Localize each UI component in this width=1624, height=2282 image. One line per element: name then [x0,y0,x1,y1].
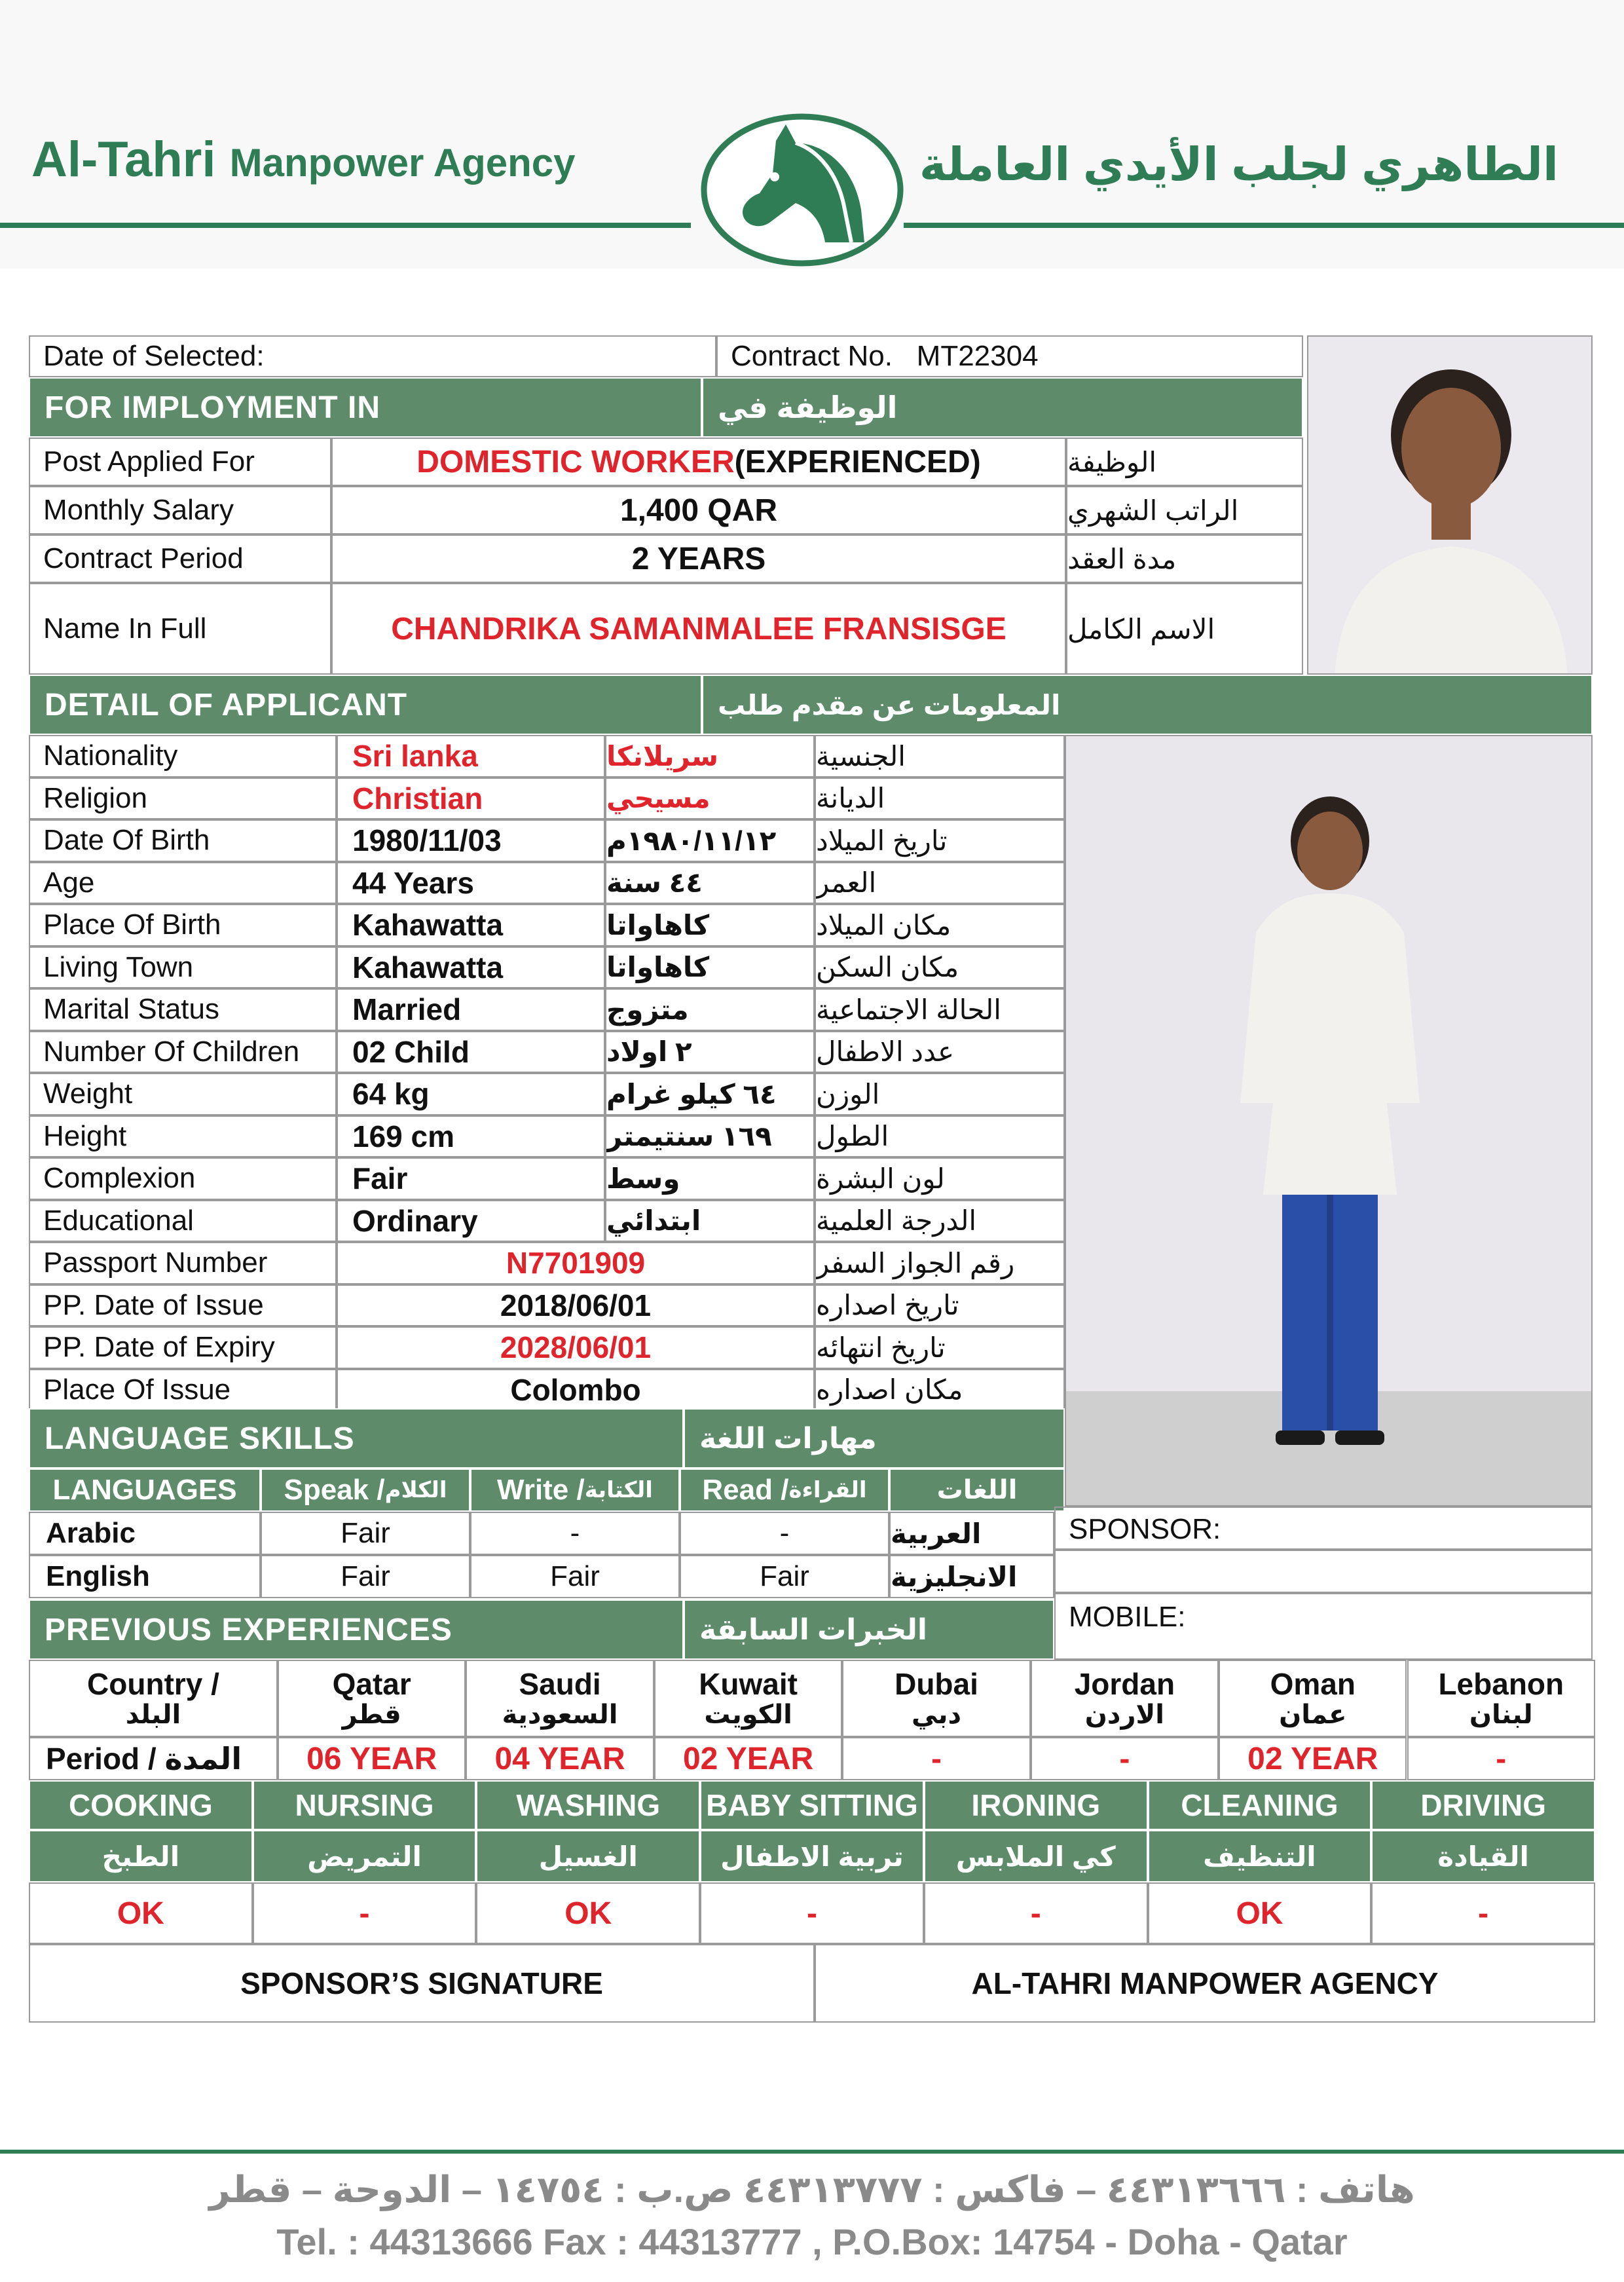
applicant-value-ar: ٤٤ سنة [605,862,815,905]
salary-label: Monthly Salary [29,486,331,534]
country-column: Lebanon لبنان [1407,1660,1595,1737]
skill-header: COOKING [29,1780,253,1830]
applicant-value-ar: ابتدائي [605,1200,815,1243]
applicant-value: 64 kg [337,1073,605,1115]
full-name-value: CHANDRIKA SAMANMALEE FRANSISGE [331,583,1066,675]
applicant-value-ar: ٢ اولاد [605,1031,815,1074]
passport-label: PP. Date of Issue [29,1284,337,1327]
header-line-left [0,223,691,228]
contract-period-label-ar: مدة العقد [1066,534,1303,583]
applicant-label-ar: مكان الميلاد [815,904,1065,946]
post-value: DOMESTIC WORKER (EXPERIENCED) [331,438,1066,486]
country-column: Qatar قطر [278,1660,466,1737]
applicant-value: Married [337,988,605,1031]
post-label: Post Applied For [29,438,331,486]
language-name-ar: الانجليزية [889,1555,1054,1598]
salary-label-ar: الراتب الشهري [1066,486,1303,534]
applicant-value: Kahawatta [337,946,605,989]
mobile-field: MOBILE: [1054,1593,1593,1660]
skill-value: OK [476,1882,700,1944]
language-name: English [29,1555,261,1598]
experience-section-title-ar: الخبرات السابقة [684,1599,1054,1660]
applicant-label-ar: الجنسية [815,735,1065,777]
applicant-value: Fair [337,1157,605,1200]
skill-header-ar: تربية الاطفال [700,1830,924,1882]
skill-header-ar: الغسيل [476,1830,700,1882]
brand-name-en [31,131,575,188]
skill-header-ar: التمريض [253,1830,477,1882]
contract-period-value: 2 YEARS [331,534,1066,583]
experience-period: - [1407,1737,1595,1780]
sponsor-signature: SPONSOR’S SIGNATURE [29,1944,815,2023]
skill-header: IRONING [924,1780,1148,1830]
applicant-label-ar: الدرجة العلمية [815,1200,1065,1243]
country-header: Country / البلد [29,1660,278,1737]
experience-period: - [1031,1737,1219,1780]
skill-header-ar: كي الملابس [924,1830,1148,1882]
header-line-right [904,223,1624,228]
applicant-label-ar: لون البشرة [815,1157,1065,1200]
language-section-title: LANGUAGE SKILLS [29,1408,684,1468]
languages-header-ar: اللغات [889,1468,1065,1512]
skill-header: DRIVING [1371,1780,1595,1830]
applicant-label: Nationality [29,735,337,777]
experience-period: 02 YEAR [654,1737,842,1780]
applicant-label-ar: الطول [815,1115,1065,1158]
sponsor-field: SPONSOR: [1054,1506,1593,1550]
brand-name-ar: الطاهري لجلب الأيدي العاملة [919,139,1559,190]
applicant-label: Number Of Children [29,1031,337,1074]
country-column: Dubai دبي [842,1660,1030,1737]
employment-section-title: FOR IMPLOYMENT IN [29,377,702,438]
brand-name-part1: Al-Tahri [31,132,216,187]
applicant-value-ar: ١٩٨٠/١١/١٢م [605,819,815,862]
applicant-section-title-ar: المعلومات عن مقدم طلب [702,675,1593,735]
speak-header: Speak / الكلام [261,1468,470,1512]
applicant-value: Sri lanka [337,735,605,777]
applicant-label: Complexion [29,1157,337,1200]
country-column: Oman عمان [1219,1660,1407,1737]
applicant-label-ar: عدد الاطفال [815,1031,1065,1074]
language-section-title-ar: مهارات اللغة [684,1408,1065,1468]
applicant-value-ar: ١٦٩ سنتيمتر [605,1115,815,1158]
skill-header-ar: التنظيف [1148,1830,1372,1882]
portrait-photo [1307,335,1593,675]
applicant-value: 44 Years [337,862,605,905]
applicant-label: Date Of Birth [29,819,337,862]
brand-name-part2: Manpower Agency [229,141,576,185]
applicant-label: Place Of Birth [29,904,337,946]
experience-period: 06 YEAR [278,1737,466,1780]
full-body-photo [1065,735,1593,1506]
post-label-ar: الوظيفة [1066,438,1303,486]
language-name: Arabic [29,1512,261,1555]
date-of-selected: Date of Selected: [29,335,716,377]
passport-label-ar: رقم الجواز السفر [815,1242,1065,1284]
experience-section-title: PREVIOUS EXPERIENCES [29,1599,684,1660]
applicant-label: Religion [29,777,337,820]
applicant-label-ar: تاريخ الميلاد [815,819,1065,862]
horse-logo-icon [697,111,907,269]
skill-value: OK [1148,1882,1372,1944]
footer-contact-ar: هاتف : ٤٤٣١٣٦٦٦ – فاكس : ٤٤٣١٣٧٧٧ ص.ب : ١٤٧٥٤ – الدوحة – قطر [209,2169,1415,2210]
agency-signature: AL-TAHRI MANPOWER AGENCY [815,1944,1595,2023]
applicant-value-ar: كاهاواتا [605,904,815,946]
footer-line [0,2150,1624,2154]
applicant-value: Christian [337,777,605,820]
salary-value: 1,400 QAR [331,486,1066,534]
applicant-value: 1980/11/03 [337,819,605,862]
read-level: Fair [680,1555,889,1598]
applicant-label: Height [29,1115,337,1158]
passport-label-ar: مكان اصداره [815,1369,1065,1412]
skill-value: - [1371,1882,1595,1944]
contract-period-label: Contract Period [29,534,331,583]
applicant-label: Educational [29,1200,337,1243]
skill-value: - [924,1882,1148,1944]
full-name-label-ar: الاسم الكامل [1066,583,1303,675]
footer-contact-en: Tel. : 44313666 Fax : 44313777 , P.O.Box: 14754 - Doha - Qatar [276,2221,1348,2262]
country-column: Kuwait الكويت [654,1660,842,1737]
languages-header: LANGUAGES [29,1468,261,1512]
skill-header: BABY SITTING [700,1780,924,1830]
read-header: Read / القراءة [680,1468,889,1512]
write-level: Fair [470,1555,680,1598]
applicant-label-ar: الوزن [815,1073,1065,1115]
skill-header-ar: الطبخ [29,1830,253,1882]
applicant-value: 169 cm [337,1115,605,1158]
applicant-label: Marital Status [29,988,337,1031]
country-column: Saudi السعودية [466,1660,654,1737]
passport-label-ar: تاريخ انتهائه [815,1326,1065,1369]
full-name-label: Name In Full [29,583,331,675]
skill-value: OK [29,1882,253,1944]
country-column: Jordan الاردن [1031,1660,1219,1737]
passport-value: 2028/06/01 [337,1326,815,1369]
write-header: Write / الكتابة [470,1468,680,1512]
applicant-value: Ordinary [337,1200,605,1243]
passport-value: 2018/06/01 [337,1284,815,1327]
sponsor-blank [1054,1550,1593,1593]
applicant-label: Age [29,862,337,905]
applicant-section-title: DETAIL OF APPLICANT [29,675,702,735]
passport-label-ar: تاريخ اصداره [815,1284,1065,1327]
period-header: Period / المدة [29,1737,278,1780]
applicant-label-ar: مكان السكن [815,946,1065,989]
applicant-value-ar: كاهاواتا [605,946,815,989]
skill-header: CLEANING [1148,1780,1372,1830]
experience-period: - [842,1737,1030,1780]
applicant-value: Kahawatta [337,904,605,946]
applicant-value-ar: سريلانكا [605,735,815,777]
applicant-label: Living Town [29,946,337,989]
applicant-value-ar: مسيحي [605,777,815,820]
applicant-value: 02 Child [337,1031,605,1074]
applicant-value-ar: متزوج [605,988,815,1031]
passport-label: Passport Number [29,1242,337,1284]
skill-header-ar: القيادة [1371,1830,1595,1882]
write-level: - [470,1512,680,1555]
passport-value: N7701909 [337,1242,815,1284]
passport-label: Place Of Issue [29,1369,337,1412]
contract-number [716,335,1303,377]
passport-label: PP. Date of Expiry [29,1326,337,1369]
speak-level: Fair [261,1555,470,1598]
experience-period: 02 YEAR [1219,1737,1407,1780]
applicant-label: Weight [29,1073,337,1115]
experience-period: 04 YEAR [466,1737,654,1780]
contract-value: MT22304 [916,340,1039,372]
skill-value: - [700,1882,924,1944]
skill-header: WASHING [476,1780,700,1830]
skill-value: - [253,1882,477,1944]
applicant-value-ar: ٦٤ كيلو غرام [605,1073,815,1115]
applicant-label-ar: الحالة الاجتماعية [815,988,1065,1031]
read-level: - [680,1512,889,1555]
applicant-value-ar: وسط [605,1157,815,1200]
employment-section-title-ar: الوظيفة في [702,377,1303,438]
language-name-ar: العربية [889,1512,1054,1555]
speak-level: Fair [261,1512,470,1555]
contract-label: Contract No. [731,340,893,372]
applicant-label-ar: الديانة [815,777,1065,820]
applicant-label-ar: العمر [815,862,1065,905]
skill-header: NURSING [253,1780,477,1830]
passport-value: Colombo [337,1369,815,1412]
